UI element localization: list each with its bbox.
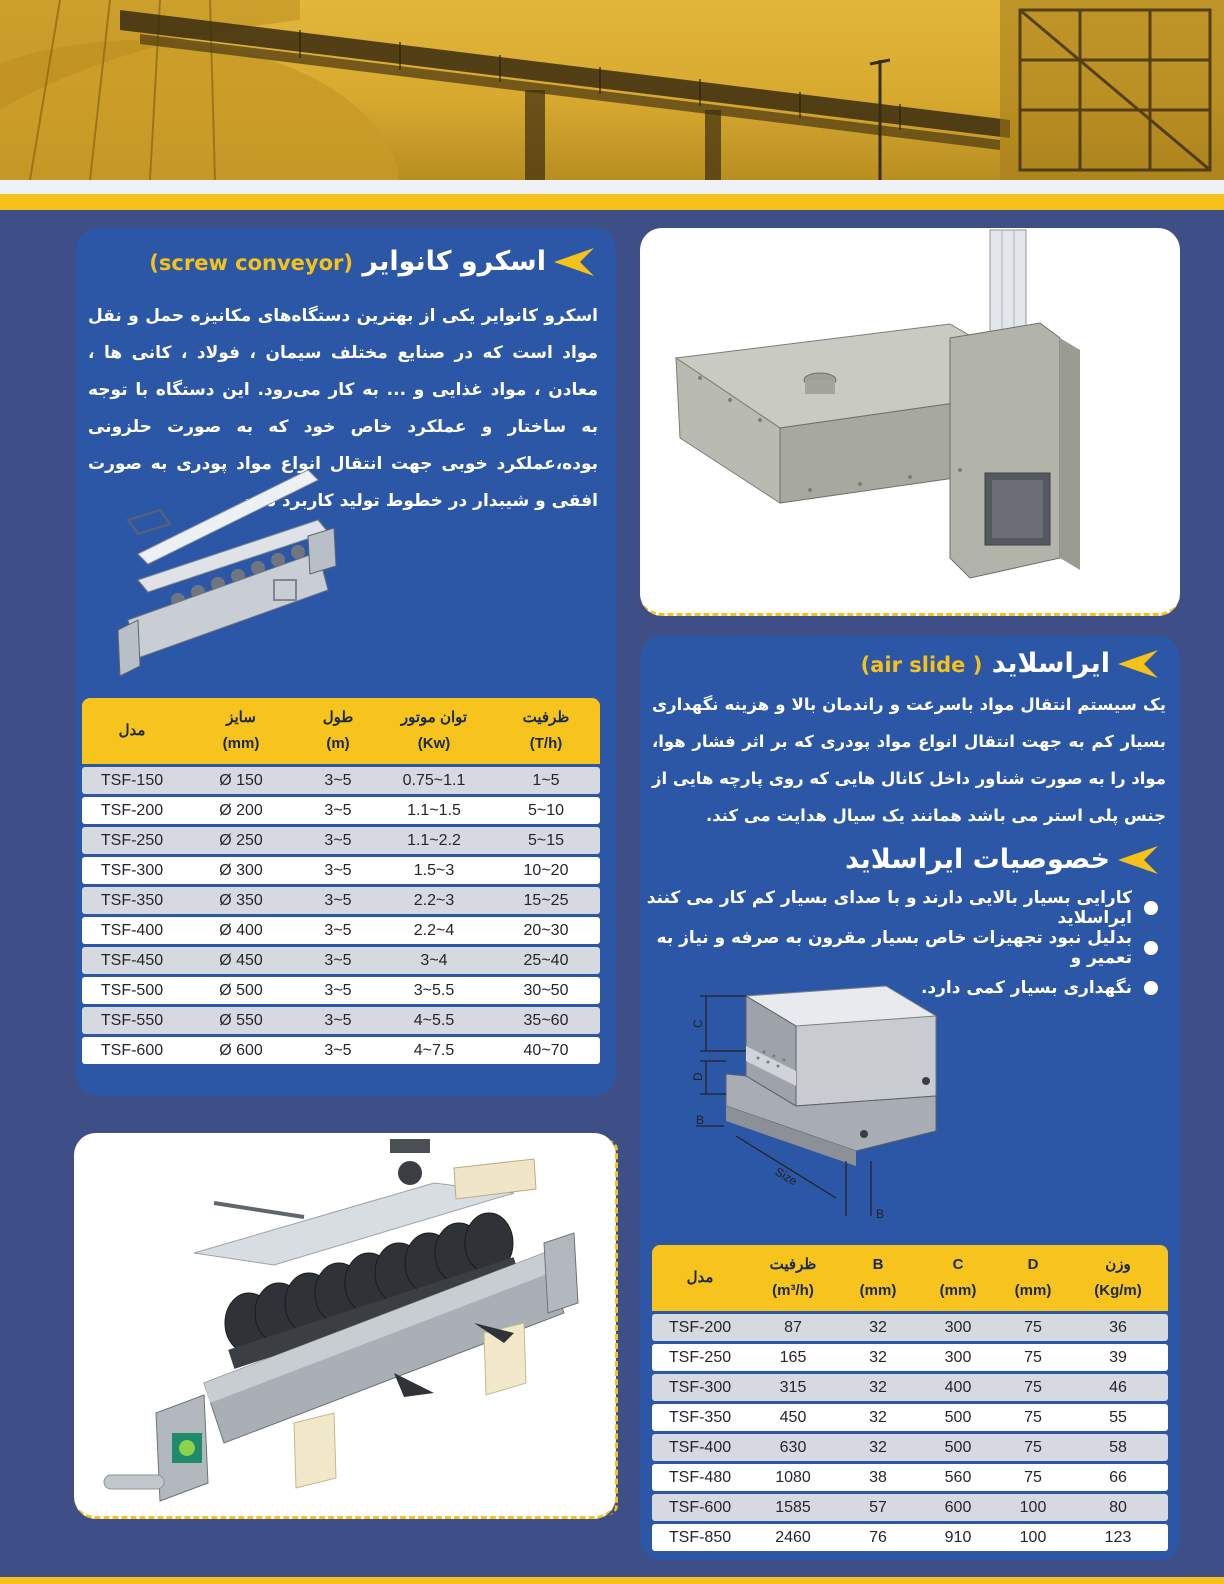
screw-conveyor-render — [74, 1133, 616, 1516]
screw-conveyor-title — [149, 246, 546, 277]
table-row: TSF-350 Ø 350 3~5 2.2~3 15~25 — [82, 887, 600, 914]
screw-title-latin: (screw conveyor) — [149, 251, 353, 275]
airslide-dimension-diagram — [686, 976, 956, 1236]
table-row: TSF-250 Ø 250 3~5 1.1~2.2 5~15 — [82, 827, 600, 854]
table-row: TSF-250 165 32 300 75 39 — [652, 1344, 1168, 1371]
screw-conveyor-description: اسکرو کانوایر یکی از بهترین دستگاه‌های مکانیزه حمل و نقل مواد است که در صنایع مختلف سیمان ، فولاد ، کانی ها ، معادن ، مواد غذایی و ... به کار می‌رود. این دستگاه با توجه به ساختار و عملکرد خاص خود که به صورت حلزونی بوده،عملکرد خوبی جهت انتقال انواع مواد پودری به صورت افقی و شیبدار در خطوط تولید کاربرد دارد — [88, 306, 598, 511]
table-row: TSF-450 Ø 450 3~5 3~4 25~40 — [82, 947, 600, 974]
conveyor-bridge-illustration — [0, 0, 1224, 180]
col-header-d: D (mm) — [998, 1245, 1068, 1311]
col-header-c: C (mm) — [918, 1245, 998, 1311]
col-header-size: سایز (mm) — [182, 698, 300, 764]
airslide-render — [640, 228, 1180, 613]
footer-divider-yellow — [0, 1577, 1224, 1584]
table-row: TSF-300 315 32 400 75 46 — [652, 1374, 1168, 1401]
airslide-features-title: خصوصیات ایراسلاید — [844, 844, 1110, 875]
airslide-title-latin: ( air slide) — [860, 653, 983, 677]
col-header-length: طول (m) — [300, 698, 376, 764]
table-row: TSF-600 Ø 600 3~5 4~7.5 40~70 — [82, 1037, 600, 1064]
table-header-row — [82, 698, 600, 764]
dimension-label-b-left: B — [696, 1113, 705, 1127]
airslide-features-heading — [845, 844, 1158, 875]
table-row: TSF-400 Ø 400 3~5 2.2~4 20~30 — [82, 917, 600, 944]
header-divider-yellow — [0, 194, 1224, 210]
col-header-model: مدل — [82, 698, 182, 764]
airslide-title-fa: ایراسلاید — [991, 648, 1110, 679]
col-header-motor-power: توان موتور (Kw) — [376, 698, 492, 764]
table-row: TSF-350 450 32 500 75 55 — [652, 1404, 1168, 1431]
col-header-capacity: ظرفیت (T/h) — [492, 698, 600, 764]
dimension-label-c: C — [691, 1019, 705, 1028]
list-item: کارایی بسیار بالایی دارند و با صدای بسیار کم کار می کنند ایراسلاید — [638, 888, 1158, 928]
bullet-dot-icon — [1144, 901, 1158, 915]
table-row: TSF-400 630 32 500 75 58 — [652, 1434, 1168, 1461]
airslide-spec-table — [652, 1242, 1168, 1554]
col-header-model: مدل — [652, 1245, 748, 1311]
list-item: نگهداری بسیار کمی دارد. — [638, 968, 1158, 1008]
screw-conveyor-heading — [149, 246, 594, 277]
dimension-label-size: Size — [772, 1164, 800, 1189]
col-header-b: B (mm) — [838, 1245, 918, 1311]
list-item: بدلیل نبود تجهیزات خاص بسیار مقرون به صرفه و نیاز به تعمیر و — [638, 928, 1158, 968]
table-row: TSF-550 Ø 550 3~5 4~5.5 35~60 — [82, 1007, 600, 1034]
airslide-photo-card — [640, 228, 1180, 616]
bullet-dot-icon — [1144, 981, 1158, 995]
table-row: TSF-150 Ø 150 3~5 0.75~1.1 1~5 — [82, 767, 600, 794]
table-header-row — [652, 1245, 1168, 1311]
screw-conveyor-photo-card — [74, 1133, 616, 1519]
arrow-left-icon — [1118, 846, 1158, 874]
airslide-title — [861, 648, 1110, 679]
table-row: TSF-600 1585 57 600 100 80 — [652, 1494, 1168, 1521]
table-row: TSF-200 Ø 200 3~5 1.1~1.5 5~10 — [82, 797, 600, 824]
table-row: TSF-200 87 32 300 75 36 — [652, 1314, 1168, 1341]
arrow-left-icon — [554, 248, 594, 276]
table-row: TSF-850 2460 76 910 100 123 — [652, 1524, 1168, 1551]
bullet-dot-icon — [1144, 941, 1158, 955]
table-row: TSF-300 Ø 300 3~5 1.5~3 10~20 — [82, 857, 600, 884]
table-row: TSF-480 1080 38 560 75 66 — [652, 1464, 1168, 1491]
col-header-capacity: ظرفیت (m³/h) — [748, 1245, 838, 1311]
arrow-left-icon — [1118, 650, 1158, 678]
airslide-heading — [861, 648, 1158, 679]
screw-title-fa: اسکرو کانوایر — [362, 246, 546, 277]
table-row: TSF-500 Ø 500 3~5 3~5.5 30~50 — [82, 977, 600, 1004]
dimension-label-d: D — [691, 1072, 705, 1081]
screw-conveyor-exploded-drawing — [108, 470, 348, 680]
hero-banner-photo — [0, 0, 1224, 180]
airslide-description: یک سیستم انتقال مواد باسرعت و راندمان بالا و هزینه نگهداری بسیار کم به جهت انتقال انواع مواد پودری که بر اثر فشار هوا، مواد را به صورت شناور داخل کانال هایی که روی پارچه هایی از جنس پلی استر می باشد همانند یک سیال هدایت می کند. — [652, 695, 1166, 825]
dimension-label-b-bottom: B — [876, 1207, 885, 1221]
col-header-weight: وزن (Kg/m) — [1068, 1245, 1168, 1311]
screw-card-dashed-border — [608, 1140, 618, 1515]
header-divider-white — [0, 180, 1224, 194]
screw-conveyor-spec-table — [82, 695, 600, 1067]
